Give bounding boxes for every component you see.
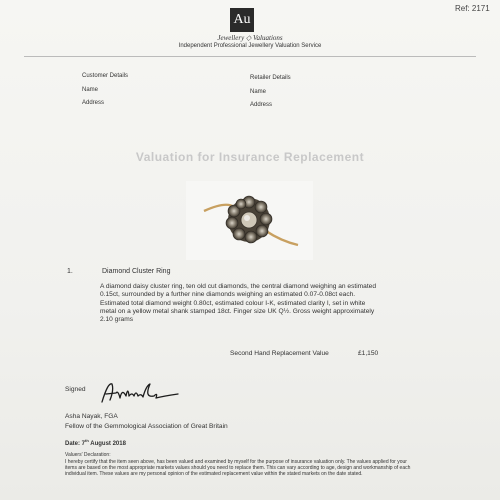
valuation-date: [65, 438, 126, 447]
date-prefix: Date: 7: [65, 441, 86, 447]
valuer-name: Asha Nayak, FGA: [65, 413, 118, 420]
customer-name-label: Name: [82, 87, 99, 93]
ring-photo: [186, 181, 313, 260]
header-divider: [24, 56, 476, 57]
customer-address-label: Address: [82, 100, 105, 106]
valuer-title: Fellow of the Gemmological Association of Great Britain: [65, 423, 228, 430]
document-title: Valuation for Insurance Replacement: [135, 150, 365, 164]
valuation-amount: £1,150: [358, 350, 379, 357]
date-rest: August 2018: [88, 441, 126, 447]
valuation-label: Second Hand Replacement Value: [230, 350, 329, 357]
handwritten-signature: [98, 376, 182, 410]
signed-label: Signed: [65, 386, 86, 393]
declaration-title: Valuers' Declaration:: [65, 452, 111, 458]
item-number: 1.: [67, 268, 73, 275]
au-logo: Au: [230, 8, 254, 32]
retailer-name-label: Name: [250, 89, 267, 95]
diamond-ring-image: [186, 181, 313, 260]
date-ordinal: th: [85, 438, 89, 443]
item-name: Diamond Cluster Ring: [102, 268, 171, 275]
brand-tagline: Independent Professional Jewellery Valuation Service: [178, 43, 322, 49]
retailer-details-heading: Retailer Details: [250, 75, 291, 81]
customer-details-heading: Customer Details: [82, 73, 129, 79]
brand-name: Jewellery ◇ Valuations: [217, 34, 283, 42]
item-description: A diamond daisy cluster ring, ten old cut diamonds, the central diamond weighing an estimated 0.15ct, surrounded by a further nine diamonds weighing an estimated 0.07-0.08ct each. Estimated total diamond weight 0.80ct, estimated colour I-K, estimated clarity I, set in white metal on a yellow metal shank stamped 18ct. Finger size UK Q½. Gross weight approximately 2.10 grams: [100, 283, 376, 324]
declaration-text: I hereby certify that the item seen above, has been valued and examined by myself for the purpose of insurance valuation only. The values applied for your items are based on the most appropriate markets values should you need to replace them. This can vary according to age, design and workmanship of each individual item. These values are my personal opinion of the estimated replacement value within the stated markets on the date stated.: [65, 459, 411, 478]
retailer-address-label: Address: [250, 102, 273, 108]
reference-number: Ref: 2171: [455, 4, 490, 13]
